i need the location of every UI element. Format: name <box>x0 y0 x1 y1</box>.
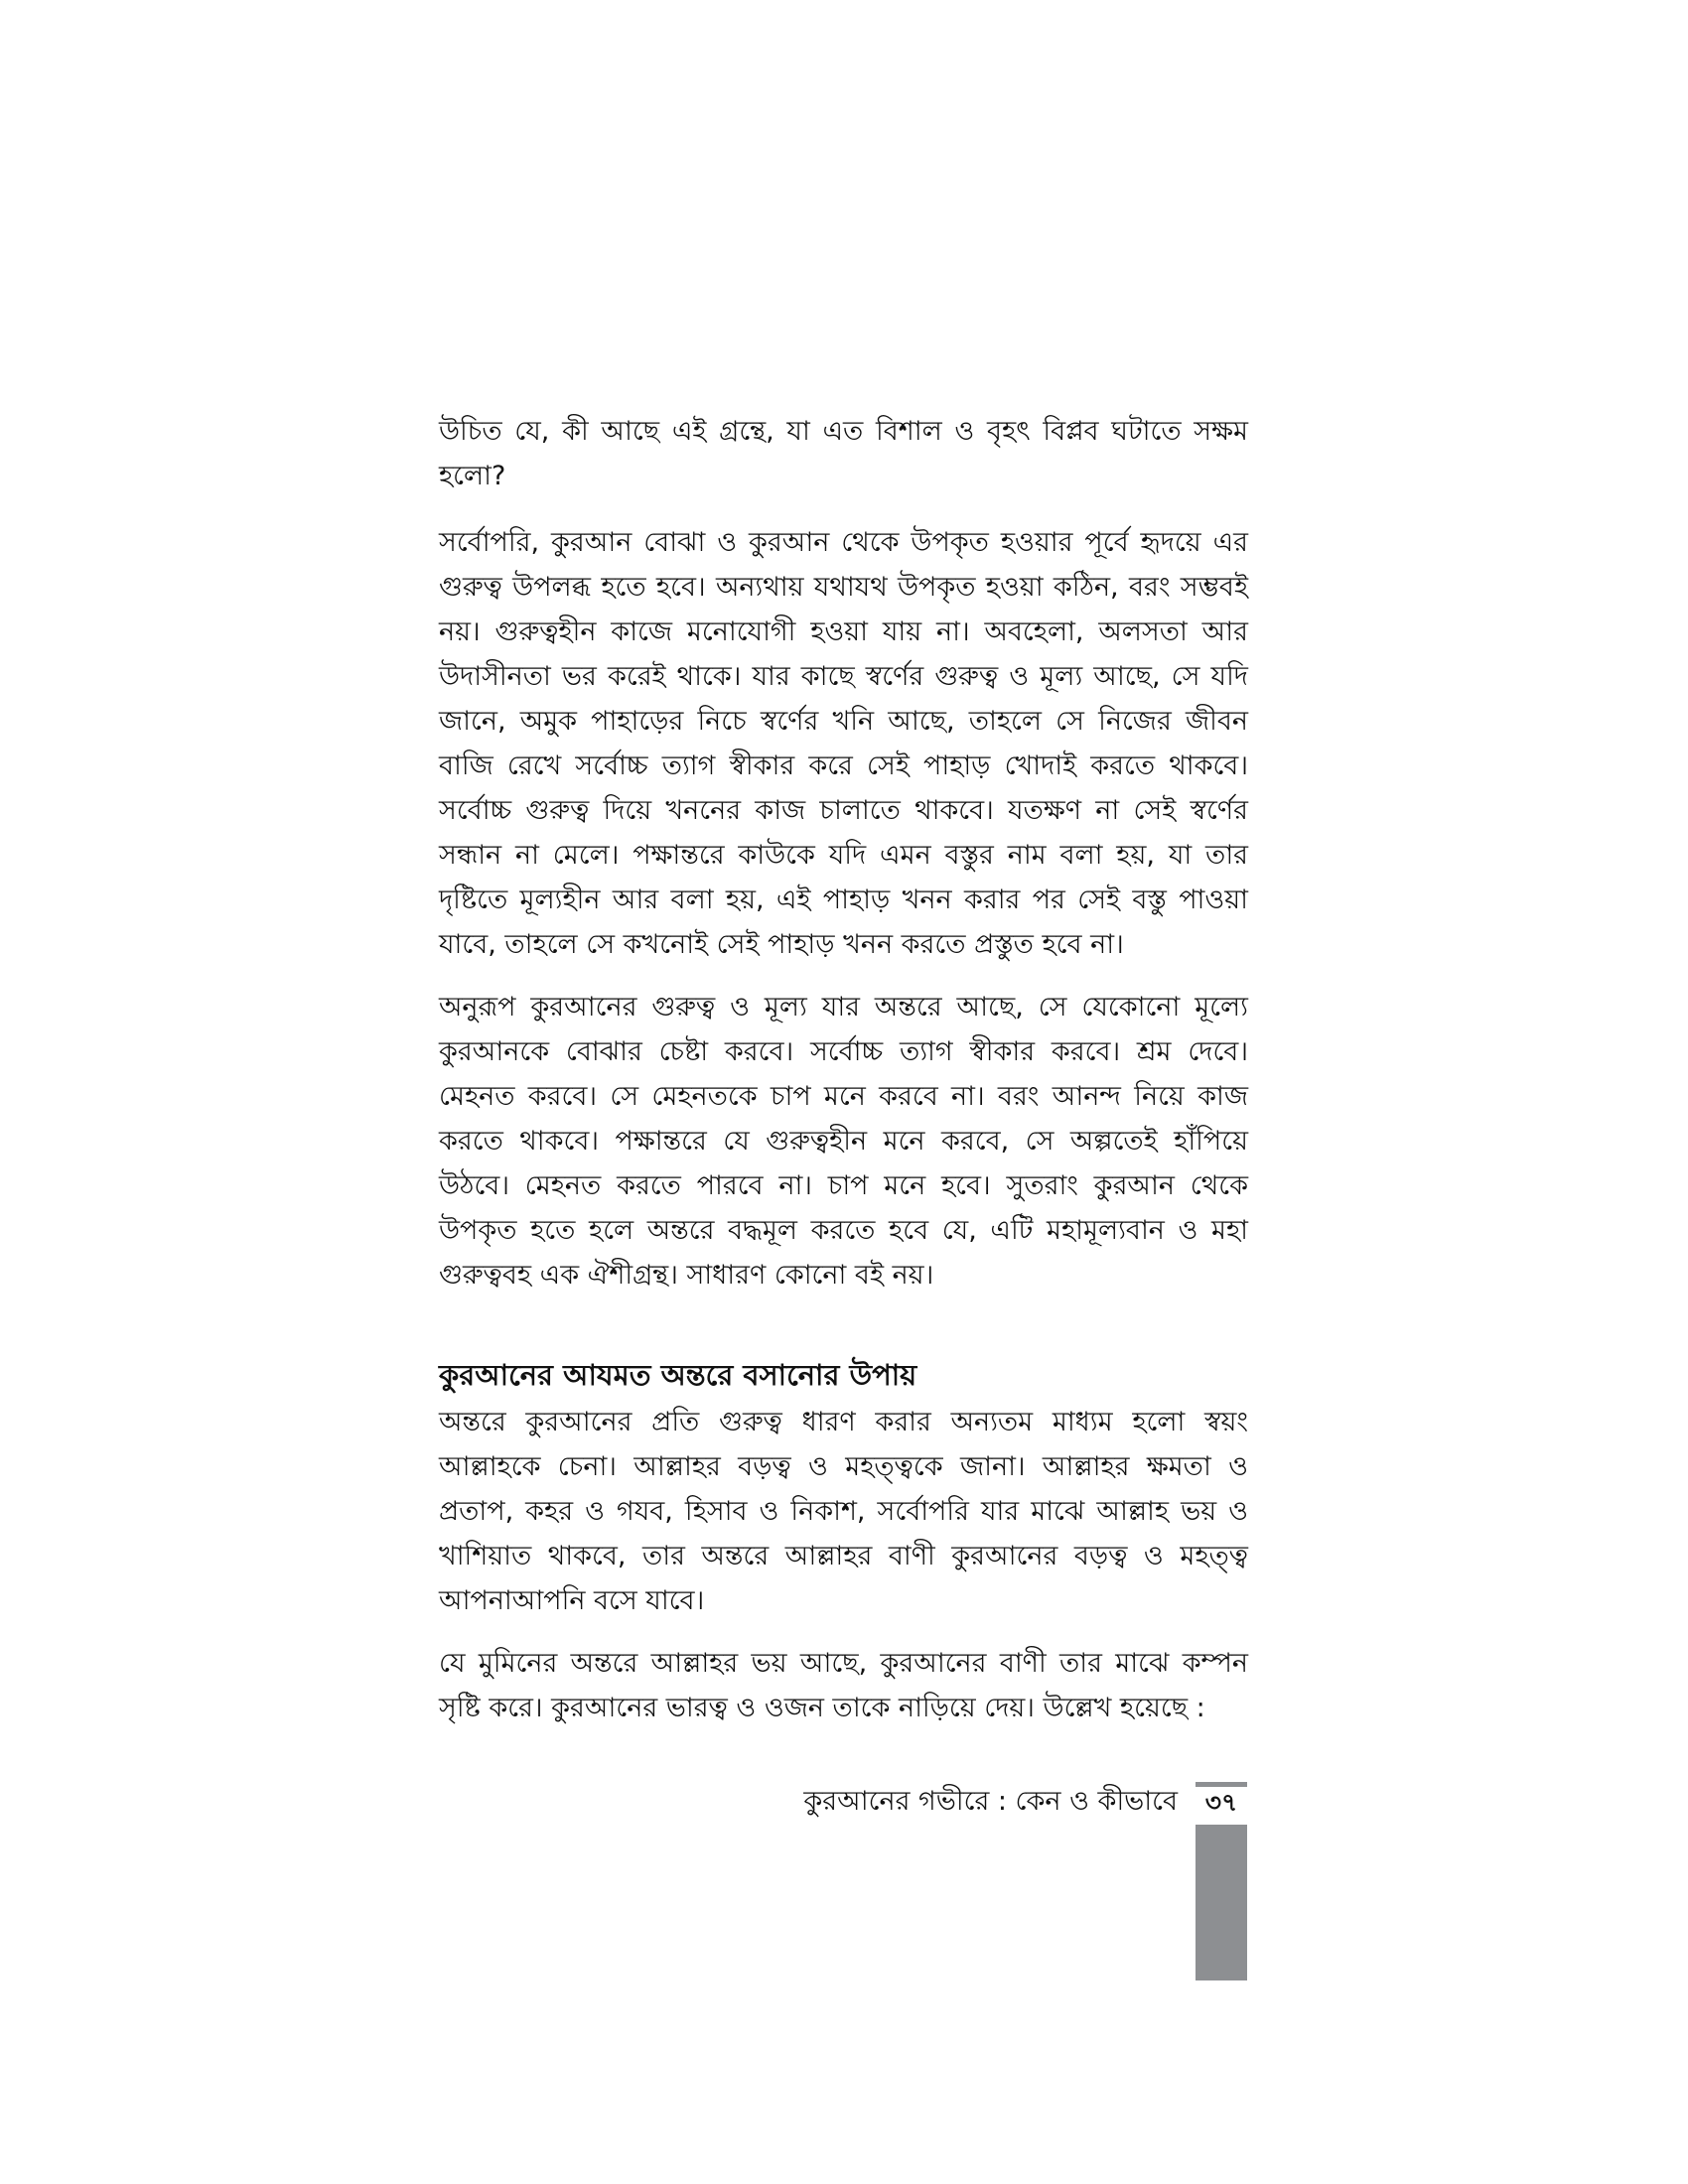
running-footer-title: কুরআনের গভীরে : কেন ও কীভাবে <box>803 1786 1178 1817</box>
page-body <box>439 409 1248 1748</box>
paragraph: যে মুমিনের অন্তরে আল্লাহর ভয় আছে, কুরআনের বাণী তার মাঝে কম্পন সৃষ্টি করে। কুরআনের ভারত্ব ও ওজন তাকে নাড়িয়ে দেয়। উল্লেখ হয়েছে : <box>439 1648 1248 1723</box>
page-edge-tab <box>1196 1825 1247 1980</box>
paragraph: উচিত যে, কী আছে এই গ্রন্থে, যা এত বিশাল ও বৃহৎ বিপ্লব ঘটাতে সক্ষম হলো? <box>439 416 1248 491</box>
page-footer <box>596 1782 1247 1822</box>
paragraph: অনুরূপ কুরআনের গুরুত্ব ও মূল্য যার অন্তরে আছে, সে যেকোনো মূল্যে কুরআনকে বোঝার চেষ্টা করবে। সর্বোচ্চ ত্যাগ স্বীকার করবে। শ্রম দেবে। মেহনত করবে। সে মেহনতকে চাপ মনে করবে না। বরং আনন্দ নিয়ে কাজ করতে থাকবে। পক্ষান্তরে যে গুরুত্বহীন মনে করবে, সে অল্পতেই হাঁপিয়ে উঠবে। মেহনত করতে পারবে না। চাপ মনে হবে। সুতরাং কুরআন থেকে উপকৃত হতে হলে অন্তরে বদ্ধমূল করতে হবে যে, এটি মহামূল্যবান ও মহা গুরুত্ববহ এক ঐশীগ্রন্থ। সাধারণ কোনো বই নয়। <box>439 992 1248 1291</box>
paragraph: সর্বোপরি, কুরআন বোঝা ও কুরআন থেকে উপকৃত হওয়ার পূর্বে হৃদয়ে এর গুরুত্ব উপলব্ধ হতে হবে। অন্যথায় যথাযথ উপকৃত হওয়া কঠিন, বরং সম্ভবই নয়। গুরুত্বহীন কাজে মনোযোগী হওয়া যায় না। অবহেলা, অলসতা আর উদাসীনতা ভর করেই থাকে। যার কাছে স্বর্ণের গুরুত্ব ও মূল্য আছে, সে যদি জানে, অমুক পাহাড়ের নিচে স্বর্ণের খনি আছে, তাহলে সে নিজের জীবন বাজি রেখে সর্বোচ্চ ত্যাগ স্বীকার করে সেই পাহাড় খোদাই করতে থাকবে। সর্বোচ্চ গুরুত্ব দিয়ে খননের কাজ চালাতে থাকবে। যতক্ষণ না সেই স্বর্ণের সন্ধান না মেলে। পক্ষান্তরে কাউকে যদি এমন বস্তুর নাম বলা হয়, যা তার দৃষ্টিতে মূল্যহীন আর বলা হয়, এই পাহাড় খনন করার পর সেই বস্তু পাওয়া যাবে, তাহলে সে কখনোই সেই পাহাড় খনন করতে প্রস্তুত হবে না। <box>439 527 1248 960</box>
page-number: ৩৭ <box>1196 1782 1247 1822</box>
section-heading: কুরআনের আযমত অন্তরে বসানোর উপায় <box>439 1358 917 1392</box>
paragraph: অন্তরে কুরআনের প্রতি গুরুত্ব ধারণ করার অন্যতম মাধ্যম হলো স্বয়ং আল্লাহকে চেনা। আল্লাহর বড়ত্ব ও মহত্ত্বকে জানা। আল্লাহর ক্ষমতা ও প্রতাপ, কহর ও গযব, হিসাব ও নিকাশ, সর্বোপরি যার মাঝে আল্লাহ ভয় ও খাশিয়াত থাকবে, তার অন্তরে আল্লাহর বাণী কুরআনের বড়ত্ব ও মহত্ত্ব আপনাআপনি বসে যাবে। <box>439 1407 1248 1616</box>
